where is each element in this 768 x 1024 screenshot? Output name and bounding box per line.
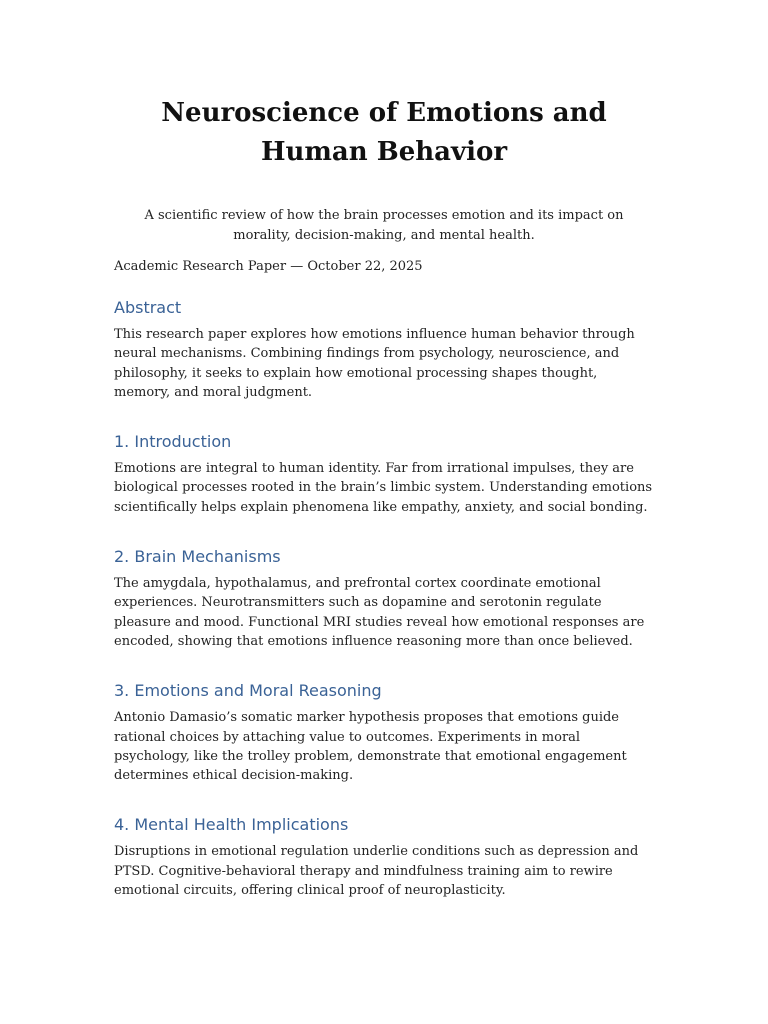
section-body: The amygdala, hypothalamus, and prefrontal cortex coordinate emotional experiences. Neurotransmitters such as dopamine and serotonin regulate pleasure and mood. Functional MRI studies reveal how emotional responses are encoded, showing that emotions influence reasoning more than once believed. (114, 576, 645, 649)
section-heading: 3. Emotions and Moral Reasoning (114, 681, 382, 701)
section-abstract (114, 297, 654, 402)
document-meta: Academic Research Paper — October 22, 2025 (114, 259, 423, 274)
section-body: Emotions are integral to human identity. Far from irrational impulses, they are biological processes rooted in the brain’s limbic system. Understanding emotions scientifically helps explain phenomena like empathy, anxiety, and social bonding. (114, 461, 653, 515)
section-brain-mechanisms (114, 546, 654, 651)
section-introduction (114, 431, 654, 517)
section-moral-reasoning (114, 680, 654, 785)
section-body: Disruptions in emotional regulation underlie conditions such as depression and PTSD. Cognitive-behavioral therapy and mindfulness training aim to rewire emotional circuits, offering clinical proof of neuroplasticity. (114, 844, 639, 899)
section-heading: 4. Mental Health Implications (114, 815, 349, 835)
document-title: Neuroscience of Emotions and Human Behavior (161, 98, 607, 167)
document-subtitle: A scientific review of how the brain processes emotion and its impact on morality, decision-making, and mental health. (144, 208, 624, 243)
section-body: Antonio Damasio’s somatic marker hypothesis proposes that emotions guide rational choices by attaching value to outcomes. Experiments in moral psychology, like the trolley problem, demonstrate that emotional engagement determines ethical decision-making. (114, 710, 627, 784)
section-mental-health (114, 814, 654, 900)
section-heading: Abstract (114, 298, 182, 317)
section-heading: 2. Brain Mechanisms (114, 547, 281, 567)
section-heading: 1. Introduction (114, 432, 232, 452)
section-body: This research paper explores how emotions influence human behavior through neural mechanisms. Combining findings from psychology, neuroscience, and philosophy, it seeks to explain how emotional processing shapes thought, memory, and moral judgment. (114, 327, 635, 400)
